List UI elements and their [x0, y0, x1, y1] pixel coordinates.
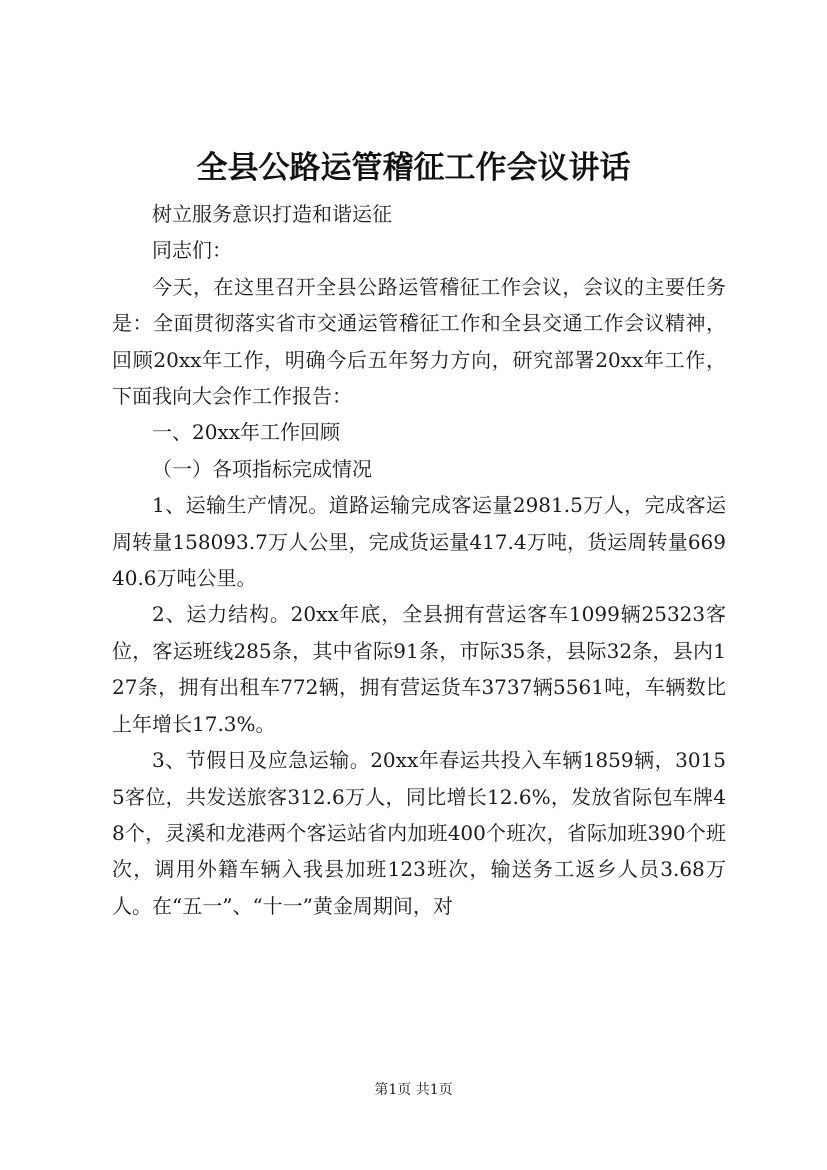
- intro-paragraph: 今天，在这里召开全县公路运管稽征工作会议，会议的主要任务是：全面贯彻落实省市交通运管稽征工作和全县交通工作会议精神，回顾20xx年工作，明确今后五年努力方向，研究部署20xx年工作，下面我向大会作工作报告：: [112, 274, 726, 409]
- transport-production-paragraph: 1、运输生产情况。道路运输完成客运量2981.5万人，完成客运周转量158093.7万人公里，完成货运量417.4万吨，货运周转量66940.6万吨公里。: [112, 493, 726, 591]
- page-indicator: 第1页 共1页: [374, 1082, 453, 1098]
- holiday-transport-paragraph: 3、节假日及应急运输。20xx年春运共投入车辆1859辆，30155客位，共发送旅客312.6万人，同比增长12.6%，发放省际包车牌48个，灵溪和龙港两个客运站省内加班400个班次，省际加班390个班次，调用外籍车辆入我县加班123班次，输送务工返乡人员3.68万人。在“五一”、“十一”黄金周期间，对: [112, 748, 726, 918]
- salutation-paragraph: 同志们：: [152, 238, 232, 263]
- subtitle-paragraph: 树立服务意识打造和谐运征: [152, 202, 392, 226]
- section-heading: 一、20xx年工作回顾: [152, 420, 341, 445]
- document-body: [112, 196, 726, 924]
- document-title: 全县公路运管稽征工作会议讲话: [196, 150, 631, 186]
- capacity-structure-paragraph: 2、运力结构。20xx年底，全县拥有营运客车1099辆25323客位，客运班线285条，其中省际91条，市际35条，县际32条，县内127条，拥有出租车772辆，拥有营运货车3737辆5561吨，车辆数比上年增长17.3%。: [112, 602, 726, 736]
- subsection-heading: （一）各项指标完成情况: [152, 456, 372, 481]
